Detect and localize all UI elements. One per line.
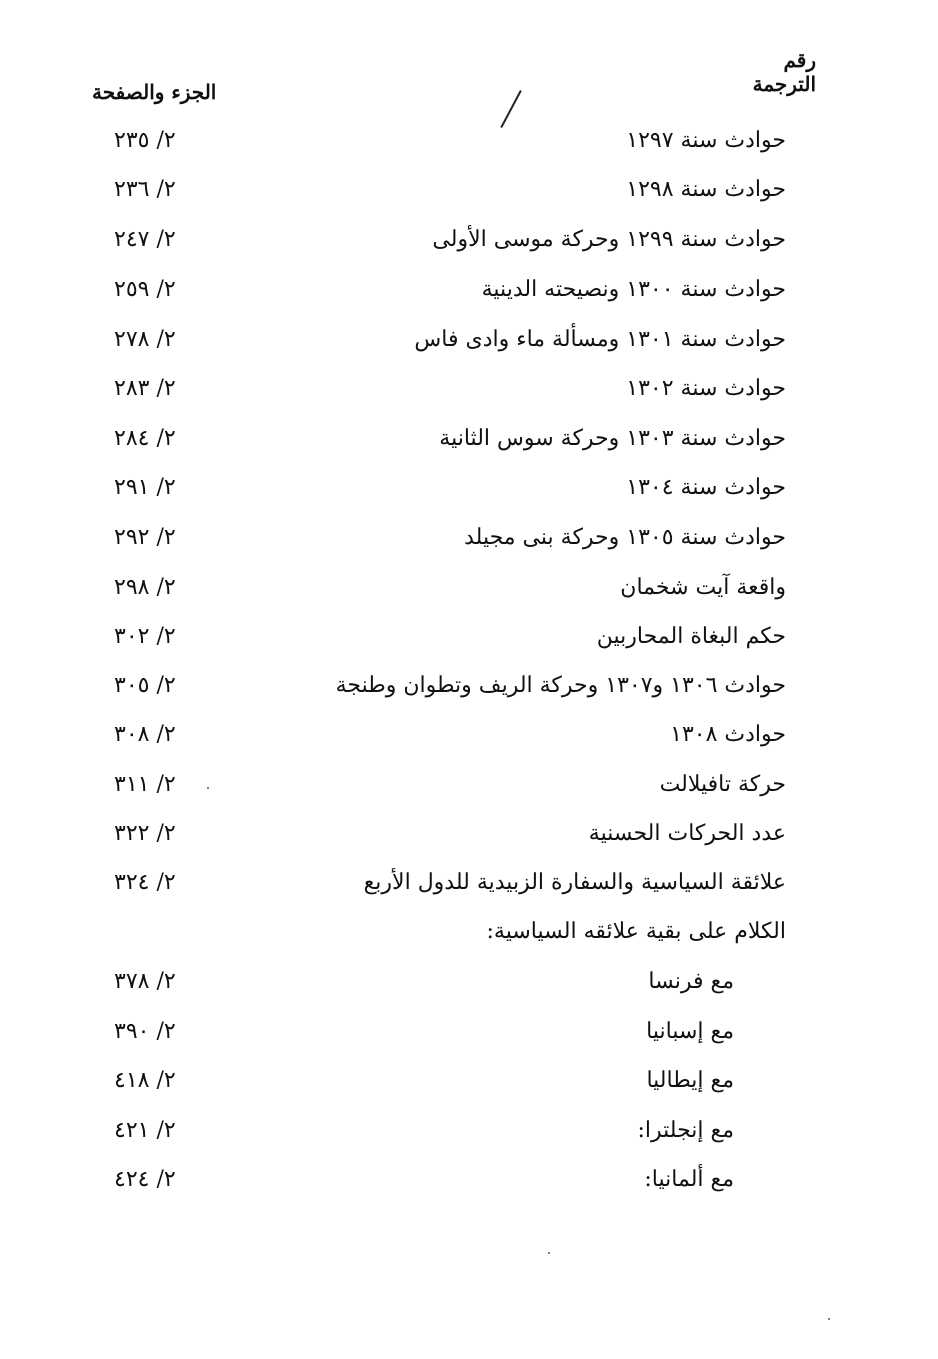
entry-page-ref: ٢/ ٢٧٨ xyxy=(114,327,176,352)
entry-page-ref: ٢/ ٢٨٣ xyxy=(114,376,176,401)
index-row xyxy=(0,376,938,416)
entry-title: حوادث ١٣٠٦ و١٣٠٧ وحركة الريف وتطوان وطنجة xyxy=(335,673,786,698)
index-subrow xyxy=(0,1167,938,1207)
entry-title: حوادث سنة ١٢٩٩ وحركة موسى الأولى xyxy=(432,227,786,252)
index-row xyxy=(0,475,938,515)
entry-title: عدد الحركات الحسنية xyxy=(588,821,786,846)
translation-number-header-line1: رقم xyxy=(783,48,816,72)
entry-page-ref: ٢/ ٣٧٨ xyxy=(114,969,176,994)
entry-title: مع إسبانيا xyxy=(646,1019,734,1044)
index-row xyxy=(0,227,938,267)
index-subrow xyxy=(0,1118,938,1158)
entry-page-ref: ٢/ ٢٥٩ xyxy=(114,277,176,302)
entry-title: الكلام على بقية علائقه السياسية: xyxy=(486,919,786,944)
entry-title: حركة تافيلالت xyxy=(659,772,786,797)
entry-title: حوادث سنة ١٢٩٧ xyxy=(626,128,786,153)
entry-title: مع إيطاليا xyxy=(646,1068,734,1093)
stray-pen-mark xyxy=(500,90,521,128)
translation-number-header-line2: الترجمة xyxy=(752,72,816,96)
index-row xyxy=(0,327,938,367)
index-row xyxy=(0,821,938,861)
entry-title: مع فرنسا xyxy=(648,969,734,994)
entry-page-ref: ٢/ ٣٠٨ xyxy=(114,722,176,747)
index-row xyxy=(0,575,938,615)
index-row xyxy=(0,624,938,664)
entry-page-ref: ٢/ ٢٨٤ xyxy=(114,426,176,451)
entry-title: حوادث سنة ١٣٠٠ ونصيحته الدينية xyxy=(481,277,786,302)
index-row xyxy=(0,870,938,910)
index-subrow xyxy=(0,969,938,1009)
entry-page-ref: ٢/ ٢٩٨ xyxy=(114,575,176,600)
index-row xyxy=(0,177,938,217)
entry-page-ref: ٢/ ٣٠٢ xyxy=(114,624,176,649)
entry-title: حكم البغاة المحاربين xyxy=(596,624,786,649)
entry-page-ref: ٢/ ٣٩٠ xyxy=(114,1019,176,1044)
entry-page-ref: ٢/ ٣٢٢ xyxy=(114,821,176,846)
entry-page-ref: ٢/ ٢٣٦ xyxy=(114,177,176,202)
index-row xyxy=(0,722,938,762)
entry-title: حوادث سنة ١٣٠٢ xyxy=(626,376,786,401)
entry-page-ref: ٢/ ٤٢١ xyxy=(114,1118,176,1143)
index-subrow xyxy=(0,1019,938,1059)
scan-speck xyxy=(828,1318,830,1320)
entry-page-ref: ٢/ ٤٢٤ xyxy=(114,1167,176,1192)
entry-title: حوادث سنة ١٣٠٤ xyxy=(626,475,786,500)
index-row xyxy=(0,525,938,565)
entry-title: علائقة السياسية والسفارة الزبيدية للدول الأربع xyxy=(363,870,786,895)
entry-page-ref: ٢/ ٢٣٥ xyxy=(114,128,176,153)
entry-page-ref: ٢/ ٢٩١ xyxy=(114,475,176,500)
index-section-heading xyxy=(0,919,938,959)
volume-page-header: الجزء والصفحة xyxy=(92,80,217,104)
index-row xyxy=(0,772,938,812)
entry-page-ref: ٢/ ٢٩٢ xyxy=(114,525,176,550)
entry-page-ref: ٢/ ٣٠٥ xyxy=(114,673,176,698)
entry-page-ref: ٢/ ٣٢٤ xyxy=(114,870,176,895)
translation-number-header xyxy=(676,48,816,96)
entry-title: حوادث ١٣٠٨ xyxy=(670,722,786,747)
entry-title: مع إنجلترا: xyxy=(637,1118,734,1143)
scan-speck xyxy=(207,787,209,789)
index-row xyxy=(0,673,938,713)
index-row xyxy=(0,128,938,168)
entry-title: حوادث سنة ١٣٠٣ وحركة سوس الثانية xyxy=(439,426,786,451)
entry-title: واقعة آيت شخمان xyxy=(620,575,786,600)
entry-title: حوادث سنة ١٣٠٥ وحركة بنى مجيلد xyxy=(464,525,786,550)
index-subrow xyxy=(0,1068,938,1108)
entry-title: حوادث سنة ١٣٠١ ومسألة ماء وادى فاس xyxy=(414,327,786,352)
entry-page-ref: ٢/ ٣١١ xyxy=(114,772,176,797)
entry-page-ref: ٢/ ٢٤٧ xyxy=(114,227,176,252)
scan-speck xyxy=(548,1252,550,1254)
index-row xyxy=(0,426,938,466)
entry-title: مع ألمانيا: xyxy=(644,1167,734,1192)
entry-title: حوادث سنة ١٢٩٨ xyxy=(626,177,786,202)
index-row xyxy=(0,277,938,317)
entry-page-ref: ٢/ ٤١٨ xyxy=(114,1068,176,1093)
